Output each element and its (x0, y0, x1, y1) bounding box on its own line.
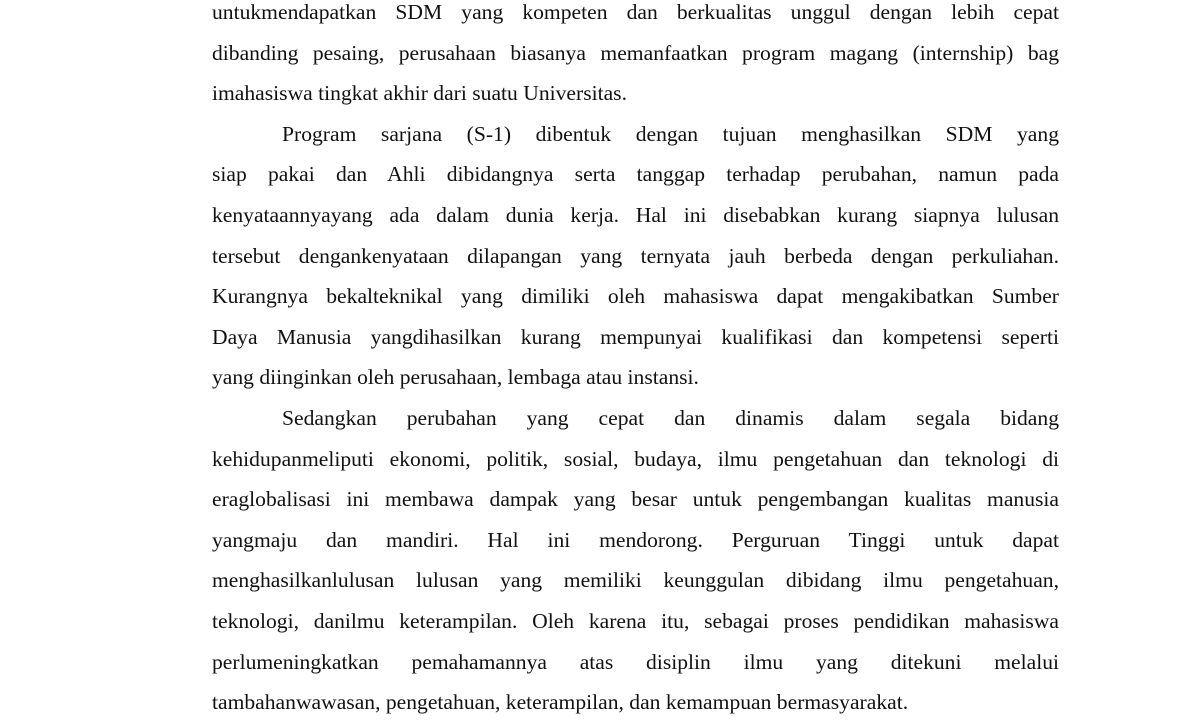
text-line (212, 398, 1059, 439)
text-line (212, 479, 1059, 520)
line-text: Program sarjana (S-1) dibentuk dengan tujuan menghasilkan SDM yang (282, 121, 1059, 146)
text-line (212, 195, 1059, 236)
line-text: yangmaju dan mandiri. Hal ini mendorong. Perguruan Tinggi untuk dapat (212, 527, 1059, 552)
paragraph-globalization (212, 398, 1059, 723)
line-text: dibanding pesaing, perusahaan biasanya memanfaatkan program magang (internship) bag (212, 40, 1059, 65)
document-page (212, 0, 1059, 723)
text-line (212, 642, 1059, 683)
line-text: Sedangkan perubahan yang cepat dan dinamis dalam segala bidang (282, 405, 1059, 430)
text-line (212, 682, 1059, 723)
text-line (212, 520, 1059, 561)
text-line (212, 276, 1059, 317)
paragraph-internship (212, 0, 1059, 114)
line-text: perlumeningkatkan pemahamannya atas disiplin ilmu yang ditekuni melalui (212, 649, 1059, 674)
line-text: menghasilkanlulusan lulusan yang memiliki keunggulan dibidang ilmu pengetahuan, (212, 568, 1059, 593)
text-line (212, 601, 1059, 642)
line-text: teknologi, danilmu keterampilan. Oleh karena itu, sebagai proses pendidikan mahasiswa (212, 608, 1059, 633)
text-line (212, 0, 1059, 33)
line-text: siap pakai dan Ahli dibidangnya serta tanggap terhadap perubahan, namun pada (212, 162, 1059, 187)
line-text: untukmendapatkan SDM yang kompeten dan berkualitas unggul dengan lebih cepat (212, 0, 1059, 24)
text-line (212, 236, 1059, 277)
line-text: yang diinginkan oleh perusahaan, lembaga atau instansi. (212, 365, 699, 390)
text-line (212, 33, 1059, 74)
line-text: kenyataannyayang ada dalam dunia kerja. Hal ini disebabkan kurang siapnya lulusan (212, 202, 1059, 227)
text-line (212, 317, 1059, 358)
text-line (212, 114, 1059, 155)
paragraph-sarjana-program (212, 114, 1059, 398)
text-line (212, 439, 1059, 480)
line-text: tersebut dengankenyataan dilapangan yang ternyata jauh berbeda dengan perkuliahan. (212, 243, 1059, 268)
line-text: imahasiswa tingkat akhir dari suatu Universitas. (212, 81, 627, 106)
text-line (212, 154, 1059, 195)
line-text: Daya Manusia yangdihasilkan kurang mempunyai kualifikasi dan kompetensi seperti (212, 324, 1059, 349)
line-text: eraglobalisasi ini membawa dampak yang besar untuk pengembangan kualitas manusia (212, 487, 1059, 512)
text-line (212, 560, 1059, 601)
text-line (212, 357, 1059, 398)
line-text: tambahanwawasan, pengetahuan, keterampilan, dan kemampuan bermasyarakat. (212, 690, 909, 715)
text-line (212, 73, 1059, 114)
line-text: Kurangnya bekalteknikal yang dimiliki oleh mahasiswa dapat mengakibatkan Sumber (212, 284, 1059, 309)
line-text: kehidupanmeliputi ekonomi, politik, sosial, budaya, ilmu pengetahuan dan teknologi di (212, 446, 1059, 471)
